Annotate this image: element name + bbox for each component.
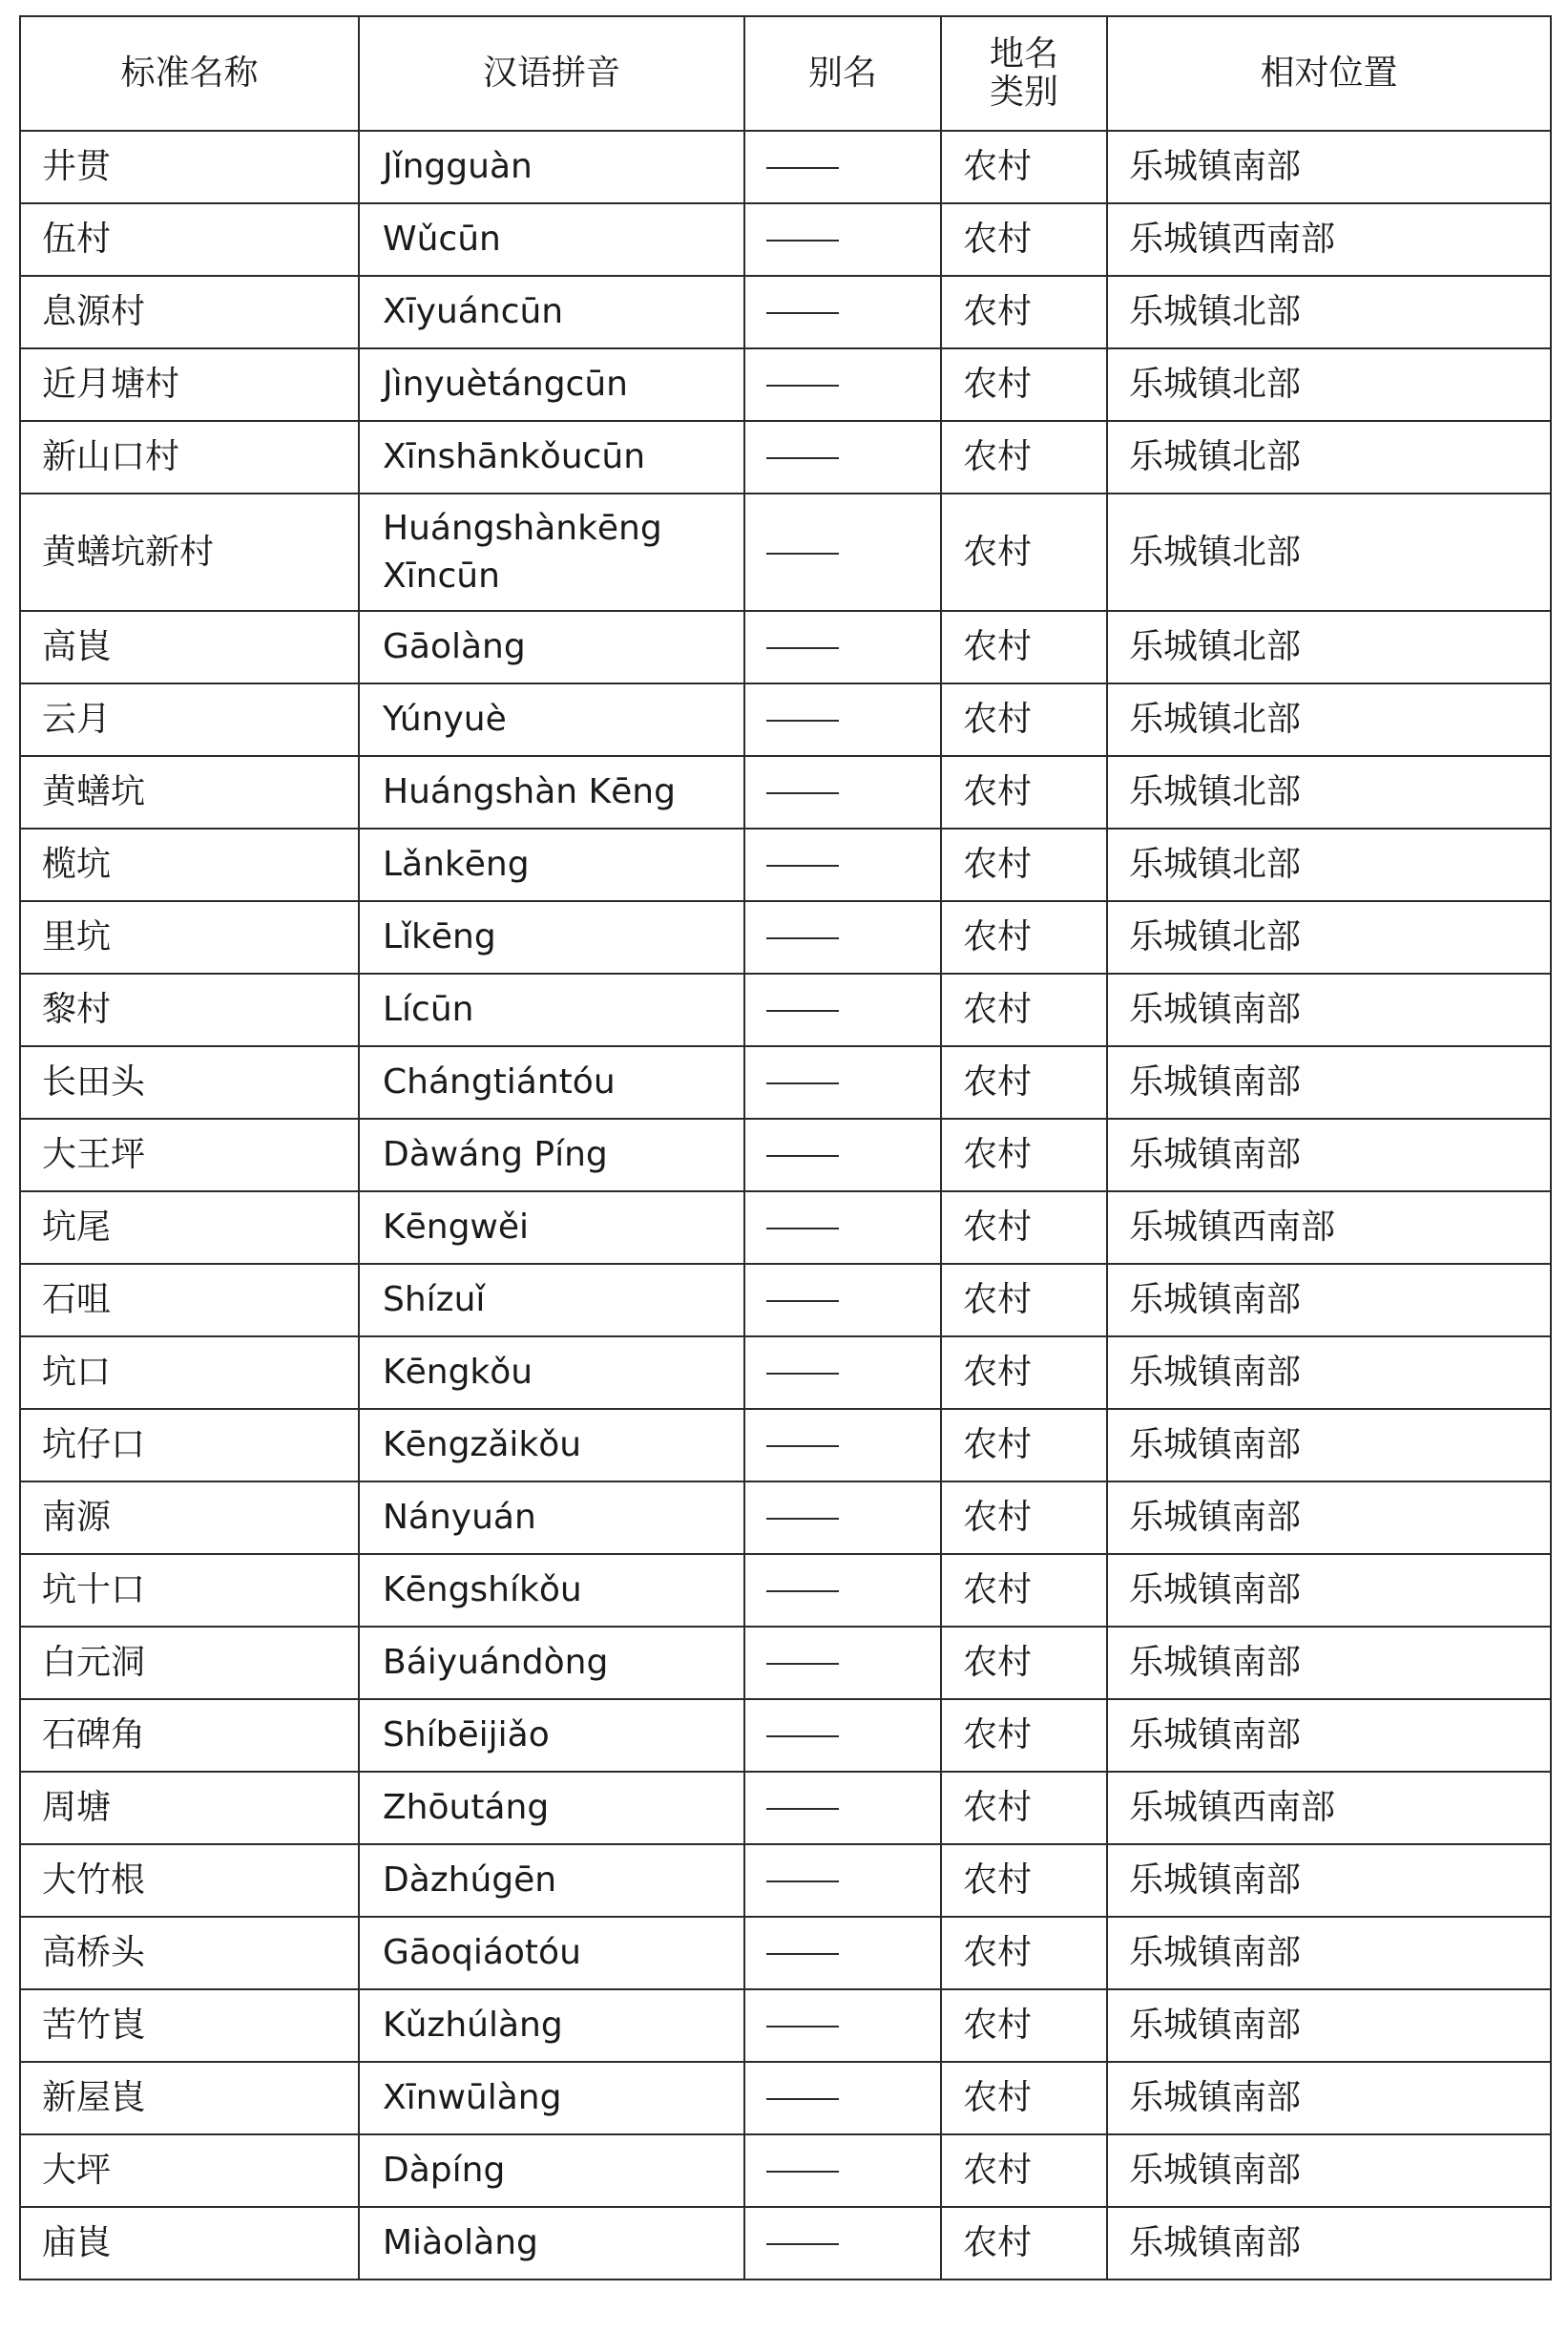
- header-category: [941, 16, 1107, 131]
- cell-category: 农村: [941, 829, 1107, 901]
- table-row: [20, 1481, 1551, 1554]
- cell-standard-name: 黄蟮坑: [20, 756, 359, 829]
- cell-pinyin: Lǎnkēng: [359, 829, 744, 901]
- cell-category: 农村: [941, 1554, 1107, 1627]
- cell-category: 农村: [941, 1191, 1107, 1264]
- cell-pinyin: Gāolàng: [359, 611, 744, 683]
- alias-dash: [766, 1300, 839, 1302]
- table-row: [20, 1046, 1551, 1119]
- table-row: [20, 611, 1551, 683]
- header-category-line1: 地名: [989, 34, 1058, 74]
- table-row: [20, 1699, 1551, 1772]
- table-header: [20, 16, 1551, 131]
- cell-location: 乐城镇南部: [1107, 1336, 1551, 1409]
- alias-dash: [766, 1228, 839, 1229]
- cell-category: 农村: [941, 1844, 1107, 1917]
- cell-location: 乐城镇南部: [1107, 1046, 1551, 1119]
- cell-standard-name: 榄坑: [20, 829, 359, 901]
- alias-dash: [766, 937, 839, 939]
- alias-dash: [766, 312, 839, 314]
- cell-standard-name: 云月: [20, 683, 359, 756]
- cell-location: 乐城镇南部: [1107, 1699, 1551, 1772]
- alias-dash: [766, 1663, 839, 1665]
- alias-dash: [766, 865, 839, 867]
- cell-category: 农村: [941, 348, 1107, 421]
- table-row: [20, 1264, 1551, 1336]
- table-row: [20, 348, 1551, 421]
- cell-location: 乐城镇南部: [1107, 1917, 1551, 1989]
- cell-category: 农村: [941, 203, 1107, 276]
- cell-pinyin: Xīnwūlàng: [359, 2062, 744, 2134]
- cell-location: 乐城镇北部: [1107, 611, 1551, 683]
- alias-dash: [766, 1808, 839, 1810]
- cell-standard-name: 庙崀: [20, 2207, 359, 2279]
- cell-location: 乐城镇南部: [1107, 974, 1551, 1046]
- cell-standard-name: 坑口: [20, 1336, 359, 1409]
- cell-location: 乐城镇南部: [1107, 131, 1551, 203]
- header-alias: 别名: [744, 16, 941, 131]
- cell-pinyin: Kēngzǎikǒu: [359, 1409, 744, 1481]
- cell-alias: [744, 2134, 941, 2207]
- table-row: [20, 1191, 1551, 1264]
- alias-dash: [766, 2098, 839, 2100]
- cell-category: 农村: [941, 1989, 1107, 2062]
- cell-alias: [744, 683, 941, 756]
- table-row: [20, 2062, 1551, 2134]
- table-row: [20, 683, 1551, 756]
- cell-alias: [744, 901, 941, 974]
- cell-category: 农村: [941, 1046, 1107, 1119]
- cell-category: 农村: [941, 1119, 1107, 1191]
- cell-pinyin: Dàpíng: [359, 2134, 744, 2207]
- cell-standard-name: 井贯: [20, 131, 359, 203]
- cell-pinyin: Shízuǐ: [359, 1264, 744, 1336]
- cell-alias: [744, 1989, 941, 2062]
- cell-category: 农村: [941, 974, 1107, 1046]
- table-row: [20, 1336, 1551, 1409]
- table-row: [20, 2134, 1551, 2207]
- alias-dash: [766, 1590, 839, 1592]
- cell-location: 乐城镇南部: [1107, 1844, 1551, 1917]
- alias-dash: [766, 167, 839, 169]
- cell-alias: [744, 611, 941, 683]
- cell-location: 乐城镇南部: [1107, 1119, 1551, 1191]
- cell-alias: [744, 756, 941, 829]
- alias-dash: [766, 792, 839, 794]
- cell-location: 乐城镇南部: [1107, 1264, 1551, 1336]
- cell-pinyin: Xīyuáncūn: [359, 276, 744, 348]
- cell-alias: [744, 1554, 941, 1627]
- cell-pinyin: Lícūn: [359, 974, 744, 1046]
- cell-category: 农村: [941, 2207, 1107, 2279]
- cell-alias: [744, 276, 941, 348]
- cell-location: 乐城镇西南部: [1107, 1191, 1551, 1264]
- cell-pinyin: Wǔcūn: [359, 203, 744, 276]
- cell-category: 农村: [941, 1336, 1107, 1409]
- cell-alias: [744, 494, 941, 611]
- cell-standard-name: 坑尾: [20, 1191, 359, 1264]
- cell-pinyin: Miàolàng: [359, 2207, 744, 2279]
- cell-standard-name: 近月塘村: [20, 348, 359, 421]
- cell-alias: [744, 421, 941, 494]
- cell-alias: [744, 1917, 941, 1989]
- cell-alias: [744, 1119, 941, 1191]
- cell-alias: [744, 1699, 941, 1772]
- cell-alias: [744, 1627, 941, 1699]
- cell-standard-name: 苦竹崀: [20, 1989, 359, 2062]
- alias-dash: [766, 553, 839, 555]
- cell-category: 农村: [941, 1772, 1107, 1844]
- cell-standard-name: 大王坪: [20, 1119, 359, 1191]
- cell-alias: [744, 1191, 941, 1264]
- table-row: [20, 974, 1551, 1046]
- alias-dash: [766, 2243, 839, 2245]
- cell-pinyin: Kēngkǒu: [359, 1336, 744, 1409]
- cell-alias: [744, 1772, 941, 1844]
- header-row: [20, 16, 1551, 131]
- alias-dash: [766, 1880, 839, 1882]
- place-name-table-container: [19, 15, 1550, 2280]
- alias-dash: [766, 1082, 839, 1084]
- cell-pinyin: Huángshànkēng Xīncūn: [359, 494, 744, 611]
- table-row: [20, 756, 1551, 829]
- cell-location: 乐城镇西南部: [1107, 203, 1551, 276]
- alias-dash: [766, 385, 839, 387]
- cell-standard-name: 长田头: [20, 1046, 359, 1119]
- cell-standard-name: 黄蟮坑新村: [20, 494, 359, 611]
- table-row: [20, 494, 1551, 611]
- cell-standard-name: 里坑: [20, 901, 359, 974]
- alias-dash: [766, 1518, 839, 1520]
- cell-standard-name: 伍村: [20, 203, 359, 276]
- table-row: [20, 276, 1551, 348]
- cell-location: 乐城镇北部: [1107, 421, 1551, 494]
- cell-category: 农村: [941, 1917, 1107, 1989]
- cell-pinyin: Shíbēijiǎo: [359, 1699, 744, 1772]
- cell-pinyin: Huángshàn Kēng: [359, 756, 744, 829]
- cell-category: 农村: [941, 2062, 1107, 2134]
- table-row: [20, 203, 1551, 276]
- cell-alias: [744, 1844, 941, 1917]
- cell-alias: [744, 2062, 941, 2134]
- cell-standard-name: 白元洞: [20, 1627, 359, 1699]
- table-row: [20, 1917, 1551, 1989]
- cell-location: 乐城镇北部: [1107, 276, 1551, 348]
- table-body: [20, 131, 1551, 2279]
- cell-alias: [744, 1264, 941, 1336]
- cell-pinyin: Yúnyuè: [359, 683, 744, 756]
- cell-alias: [744, 1409, 941, 1481]
- cell-location: 乐城镇南部: [1107, 1627, 1551, 1699]
- cell-category: 农村: [941, 131, 1107, 203]
- cell-category: 农村: [941, 1627, 1107, 1699]
- cell-location: 乐城镇北部: [1107, 494, 1551, 611]
- cell-location: 乐城镇西南部: [1107, 1772, 1551, 1844]
- cell-category: 农村: [941, 756, 1107, 829]
- cell-pinyin: Gāoqiáotóu: [359, 1917, 744, 1989]
- cell-location: 乐城镇北部: [1107, 901, 1551, 974]
- table-row: [20, 901, 1551, 974]
- cell-alias: [744, 974, 941, 1046]
- table-row: [20, 1989, 1551, 2062]
- cell-pinyin: Báiyuándòng: [359, 1627, 744, 1699]
- cell-category: 农村: [941, 1409, 1107, 1481]
- cell-standard-name: 息源村: [20, 276, 359, 348]
- cell-standard-name: 南源: [20, 1481, 359, 1554]
- header-pinyin: 汉语拼音: [359, 16, 744, 131]
- cell-standard-name: 石咀: [20, 1264, 359, 1336]
- cell-alias: [744, 348, 941, 421]
- table-row: [20, 131, 1551, 203]
- cell-location: 乐城镇北部: [1107, 348, 1551, 421]
- cell-standard-name: 新山口村: [20, 421, 359, 494]
- cell-alias: [744, 1481, 941, 1554]
- cell-location: 乐城镇北部: [1107, 683, 1551, 756]
- alias-dash: [766, 1010, 839, 1012]
- cell-category: 农村: [941, 2134, 1107, 2207]
- cell-standard-name: 高崀: [20, 611, 359, 683]
- alias-dash: [766, 2026, 839, 2027]
- cell-location: 乐城镇南部: [1107, 1409, 1551, 1481]
- alias-dash: [766, 647, 839, 649]
- cell-standard-name: 坑十口: [20, 1554, 359, 1627]
- cell-location: 乐城镇南部: [1107, 2062, 1551, 2134]
- alias-dash: [766, 457, 839, 459]
- cell-alias: [744, 1336, 941, 1409]
- alias-dash: [766, 1735, 839, 1737]
- header-category-line2: 类别: [989, 73, 1058, 112]
- alias-dash: [766, 1155, 839, 1157]
- table-row: [20, 1627, 1551, 1699]
- alias-dash: [766, 1445, 839, 1447]
- alias-dash: [766, 720, 839, 722]
- cell-category: 农村: [941, 901, 1107, 974]
- cell-standard-name: 新屋崀: [20, 2062, 359, 2134]
- table-row: [20, 1772, 1551, 1844]
- table-row: [20, 1844, 1551, 1917]
- alias-dash: [766, 1373, 839, 1375]
- cell-alias: [744, 829, 941, 901]
- cell-pinyin: Jǐngguàn: [359, 131, 744, 203]
- cell-category: 农村: [941, 1481, 1107, 1554]
- cell-pinyin: Dàzhúgēn: [359, 1844, 744, 1917]
- cell-pinyin: Dàwáng Píng: [359, 1119, 744, 1191]
- alias-dash: [766, 240, 839, 242]
- cell-pinyin: Chángtiántóu: [359, 1046, 744, 1119]
- cell-category: 农村: [941, 683, 1107, 756]
- cell-location: 乐城镇北部: [1107, 829, 1551, 901]
- cell-alias: [744, 2207, 941, 2279]
- cell-standard-name: 大坪: [20, 2134, 359, 2207]
- table-row: [20, 1554, 1551, 1627]
- cell-location: 乐城镇南部: [1107, 1989, 1551, 2062]
- cell-standard-name: 石碑角: [20, 1699, 359, 1772]
- cell-location: 乐城镇南部: [1107, 1481, 1551, 1554]
- cell-standard-name: 黎村: [20, 974, 359, 1046]
- cell-standard-name: 高桥头: [20, 1917, 359, 1989]
- cell-standard-name: 坑仔口: [20, 1409, 359, 1481]
- cell-category: 农村: [941, 494, 1107, 611]
- cell-pinyin: Jìnyuètángcūn: [359, 348, 744, 421]
- cell-alias: [744, 203, 941, 276]
- cell-pinyin: Kǔzhúlàng: [359, 1989, 744, 2062]
- cell-category: 农村: [941, 611, 1107, 683]
- place-name-table: [19, 15, 1552, 2280]
- cell-alias: [744, 1046, 941, 1119]
- cell-pinyin: Zhōutáng: [359, 1772, 744, 1844]
- cell-category: 农村: [941, 1264, 1107, 1336]
- cell-pinyin: Nányuán: [359, 1481, 744, 1554]
- cell-location: 乐城镇南部: [1107, 2207, 1551, 2279]
- cell-category: 农村: [941, 276, 1107, 348]
- cell-location: 乐城镇北部: [1107, 756, 1551, 829]
- alias-dash: [766, 2171, 839, 2173]
- cell-pinyin: Lǐkēng: [359, 901, 744, 974]
- cell-pinyin: Xīnshānkǒucūn: [359, 421, 744, 494]
- cell-category: 农村: [941, 1699, 1107, 1772]
- table-row: [20, 1409, 1551, 1481]
- alias-dash: [766, 1953, 839, 1955]
- header-location: 相对位置: [1107, 16, 1551, 131]
- cell-alias: [744, 131, 941, 203]
- cell-pinyin: Kēngshíkǒu: [359, 1554, 744, 1627]
- cell-category: 农村: [941, 421, 1107, 494]
- table-row: [20, 1119, 1551, 1191]
- table-row: [20, 421, 1551, 494]
- table-row: [20, 829, 1551, 901]
- cell-standard-name: 大竹根: [20, 1844, 359, 1917]
- cell-standard-name: 周塘: [20, 1772, 359, 1844]
- cell-location: 乐城镇南部: [1107, 2134, 1551, 2207]
- table-row: [20, 2207, 1551, 2279]
- cell-location: 乐城镇南部: [1107, 1554, 1551, 1627]
- cell-pinyin: Kēngwěi: [359, 1191, 744, 1264]
- header-standard-name: 标准名称: [20, 16, 359, 131]
